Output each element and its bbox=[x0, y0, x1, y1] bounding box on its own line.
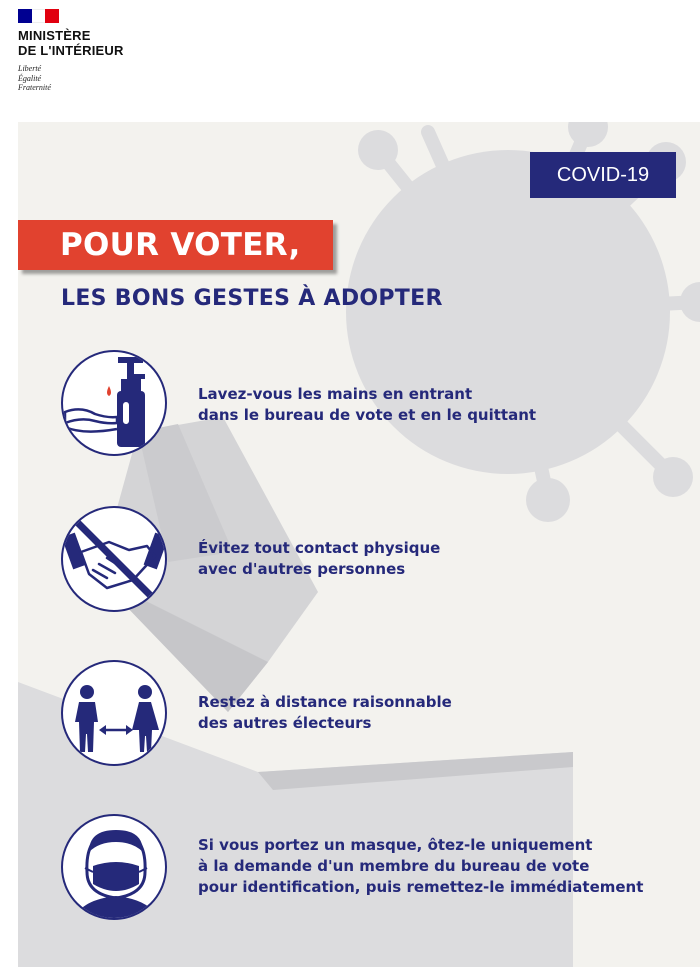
poster bbox=[18, 122, 700, 967]
item-text-keep-distance: Restez à distance raisonnable des autres électeurs bbox=[198, 693, 452, 732]
no-handshake-icon bbox=[61, 506, 167, 612]
social-distance-icon bbox=[61, 660, 167, 766]
header bbox=[0, 0, 700, 122]
ministry-name-line1: MINISTÈRE bbox=[18, 28, 91, 43]
ministry-name-line2: DE L'INTÉRIEUR bbox=[18, 43, 124, 58]
poster-subtitle: LES BONS GESTES À ADOPTER bbox=[61, 286, 443, 311]
poster-title: POUR VOTER, bbox=[60, 227, 301, 263]
item-text-mask: Si vous portez un masque, ôtez-le uniquement à la demande d'un membre du bureau de vote pour identification, puis remettez-le immédiatement bbox=[198, 836, 644, 896]
hand-sanitizer-icon bbox=[61, 350, 167, 456]
motto-egalite: Égalité bbox=[18, 73, 42, 83]
covid-badge: COVID-19 bbox=[530, 152, 676, 198]
french-flag-icon bbox=[18, 9, 59, 23]
ministry-name bbox=[18, 28, 124, 58]
motto-liberte: Liberté bbox=[18, 64, 42, 73]
republic-motto bbox=[18, 64, 51, 93]
poster-title-box bbox=[18, 220, 333, 270]
motto-fraternite: Fraternité bbox=[18, 83, 51, 92]
item-text-wash-hands: Lavez-vous les mains en entrant dans le bureau de vote et en le quittant bbox=[198, 385, 537, 424]
face-mask-icon bbox=[61, 814, 167, 920]
item-text-no-contact: Évitez tout contact physique avec d'autres personnes bbox=[198, 539, 441, 578]
